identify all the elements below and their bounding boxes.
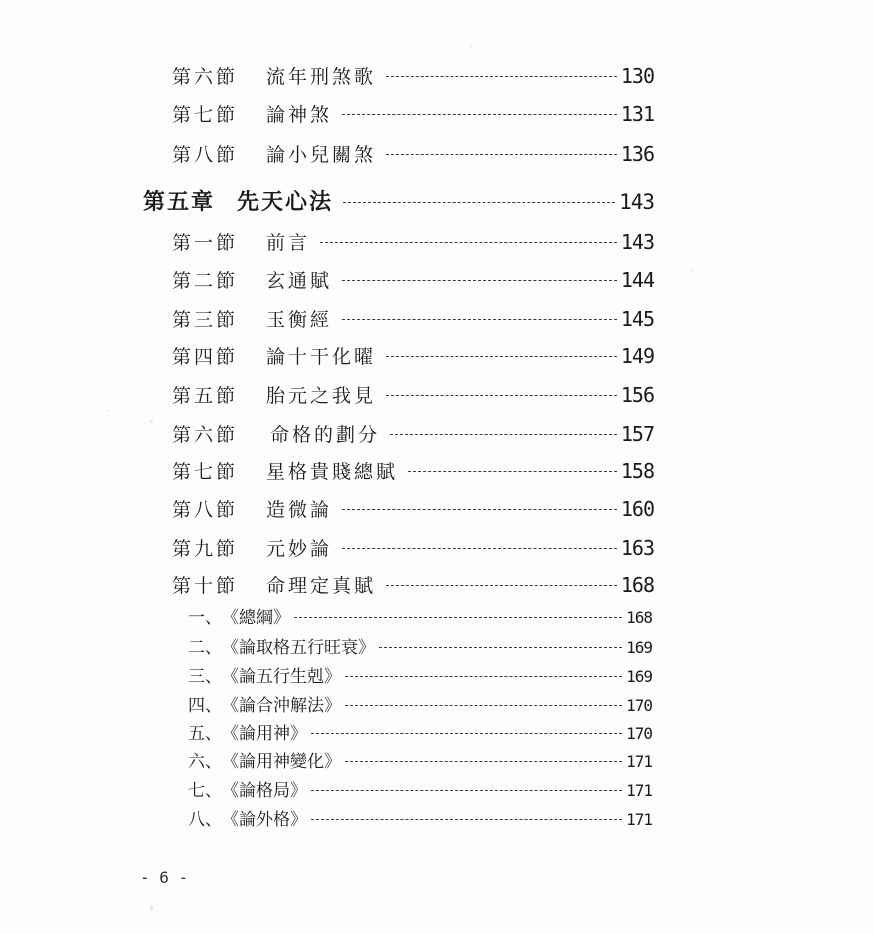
dotted-leader [342,548,617,549]
dotted-leader [390,434,617,435]
toc-entry-page: 170 [626,724,652,743]
toc-entry-title: 命理定真賦 [266,575,377,597]
toc-sub-entry [188,691,652,716]
toc-sub-entry-title: 《論用神》 [222,724,307,744]
toc-entry [172,342,654,369]
dotted-leader [386,356,617,357]
toc-entry-title: 胎元之我見 [266,385,377,407]
toc-entry-page: 149 [620,344,654,368]
toc-entry [172,420,654,447]
toc-sub-entry-title: 《論用神變化》 [222,752,341,772]
toc-entry-number: 第四節 [172,346,239,368]
toc-entry-title: 玄通賦 [266,270,333,292]
dotted-leader [379,647,622,648]
dotted-leader [386,76,617,77]
dotted-leader [345,676,622,677]
toc-sub-entry-number: 一、 [188,608,222,628]
toc-sub-entry-title: 《論取格五行旺衰》 [222,638,375,658]
dotted-leader [345,761,622,762]
toc-entry-title: 論十干化曜 [266,346,377,368]
dotted-leader [342,280,617,281]
toc-sub-entry [188,747,652,772]
toc-entry-number: 第六節 [172,66,239,88]
scan-speck [108,410,110,412]
toc-sub-entry-number: 四、 [188,696,222,716]
toc-entry-page: 171 [626,810,652,829]
toc-entry-number: 第九節 [172,538,239,560]
toc-entry-number: 第三節 [172,309,239,331]
toc-chapter-entry [143,185,654,216]
toc-entry [172,62,654,89]
toc-entry-page: 157 [620,422,654,446]
toc-entry-title: 論小兒關煞 [266,144,377,166]
dotted-leader [342,114,617,115]
scan-speck [150,420,153,423]
toc-entry-page: 171 [626,752,652,771]
toc-entry [172,266,654,293]
toc-entry-number: 第七節 [172,461,239,483]
toc-entry-title: 流年刑煞歌 [266,66,377,88]
toc-entry-page: 158 [620,459,654,483]
dotted-leader [343,202,615,203]
dotted-leader [311,819,622,820]
page-number: - 6 - [140,868,189,887]
toc-sub-entry-title: 《總綱》 [222,608,290,628]
toc-entry [172,495,654,522]
toc-entry [172,534,654,561]
dotted-leader [294,617,622,618]
toc-entry-page: 168 [620,573,654,597]
toc-entry [172,140,654,167]
toc-entry-number: 第八節 [172,144,239,166]
toc-chapter-number: 第五章 [143,190,216,215]
scan-speck [690,270,692,272]
dotted-leader [311,790,622,791]
toc-entry-page: 131 [620,102,654,126]
toc-entry-page: 169 [626,638,652,657]
toc-sub-entry-number: 七、 [188,781,222,801]
toc-entry-page: 168 [626,608,652,627]
toc-sub-entry [188,662,652,687]
toc-entry-page: 169 [626,667,652,686]
dotted-leader [311,733,622,734]
toc-sub-entry [188,805,652,830]
scan-speck [470,45,472,47]
toc-sub-entry-number: 五、 [188,724,222,744]
toc-entry-page: 130 [620,64,654,88]
toc-entry-page: 143 [619,190,654,214]
toc-entry-page: 170 [626,696,652,715]
toc-entry-number: 第八節 [172,499,239,521]
scan-speck [150,905,153,911]
toc-entry-page: 136 [620,142,654,166]
toc-entry [172,457,654,484]
toc-entry-title: 玉衡經 [266,309,333,331]
toc-sub-entry-number: 六、 [188,752,222,772]
toc-entry-number: 第一節 [172,232,239,254]
toc-entry-page: 171 [626,781,652,800]
toc-sub-entry-title: 《論外格》 [222,810,307,830]
toc-entry-title: 論神煞 [266,104,333,126]
toc-entry-page: 145 [620,307,654,331]
dotted-leader [386,154,617,155]
toc-sub-entry [188,633,652,658]
toc-sub-entry-title: 《論格局》 [222,781,307,801]
toc-sub-entry [188,776,652,801]
toc-entry-number: 第六節 [172,424,239,446]
toc-entry [172,305,654,332]
toc-entry-page: 156 [620,383,654,407]
toc-chapter-title: 先天心法 [237,190,334,215]
toc-entry-number: 第十節 [172,575,239,597]
toc-entry [172,228,654,255]
toc-sub-entry-title: 《論五行生剋》 [222,667,341,687]
toc-entry-title: 元妙論 [266,538,333,560]
dotted-leader [342,319,617,320]
toc-entry-page: 163 [620,536,654,560]
toc-entry-title: 前言 [266,232,311,254]
toc-sub-entry-title: 《論合沖解法》 [222,696,341,716]
toc-sub-entry [188,719,652,744]
toc-entry [172,100,654,127]
dotted-leader [345,705,622,706]
toc-entry-number: 第七節 [172,104,239,126]
dotted-leader [320,242,617,243]
dotted-leader [386,395,617,396]
toc-entry-number: 第五節 [172,385,239,407]
dotted-leader [386,585,617,586]
toc-entry [172,571,654,598]
toc-entry [172,381,654,408]
toc-entry-title: 星格貴賤總賦 [266,461,399,483]
toc-sub-entry-number: 二、 [188,638,222,658]
toc-entry-title: 命格的劃分 [270,424,381,446]
toc-sub-entry-number: 八、 [188,810,222,830]
dotted-leader [408,471,617,472]
toc-sub-entry [188,603,652,628]
toc-sub-entry-number: 三、 [188,667,222,687]
toc-entry-page: 144 [620,268,654,292]
toc-entry-page: 143 [620,230,654,254]
toc-entry-title: 造微論 [266,499,333,521]
toc-entry-page: 160 [620,497,654,521]
toc-entry-number: 第二節 [172,270,239,292]
dotted-leader [342,509,617,510]
